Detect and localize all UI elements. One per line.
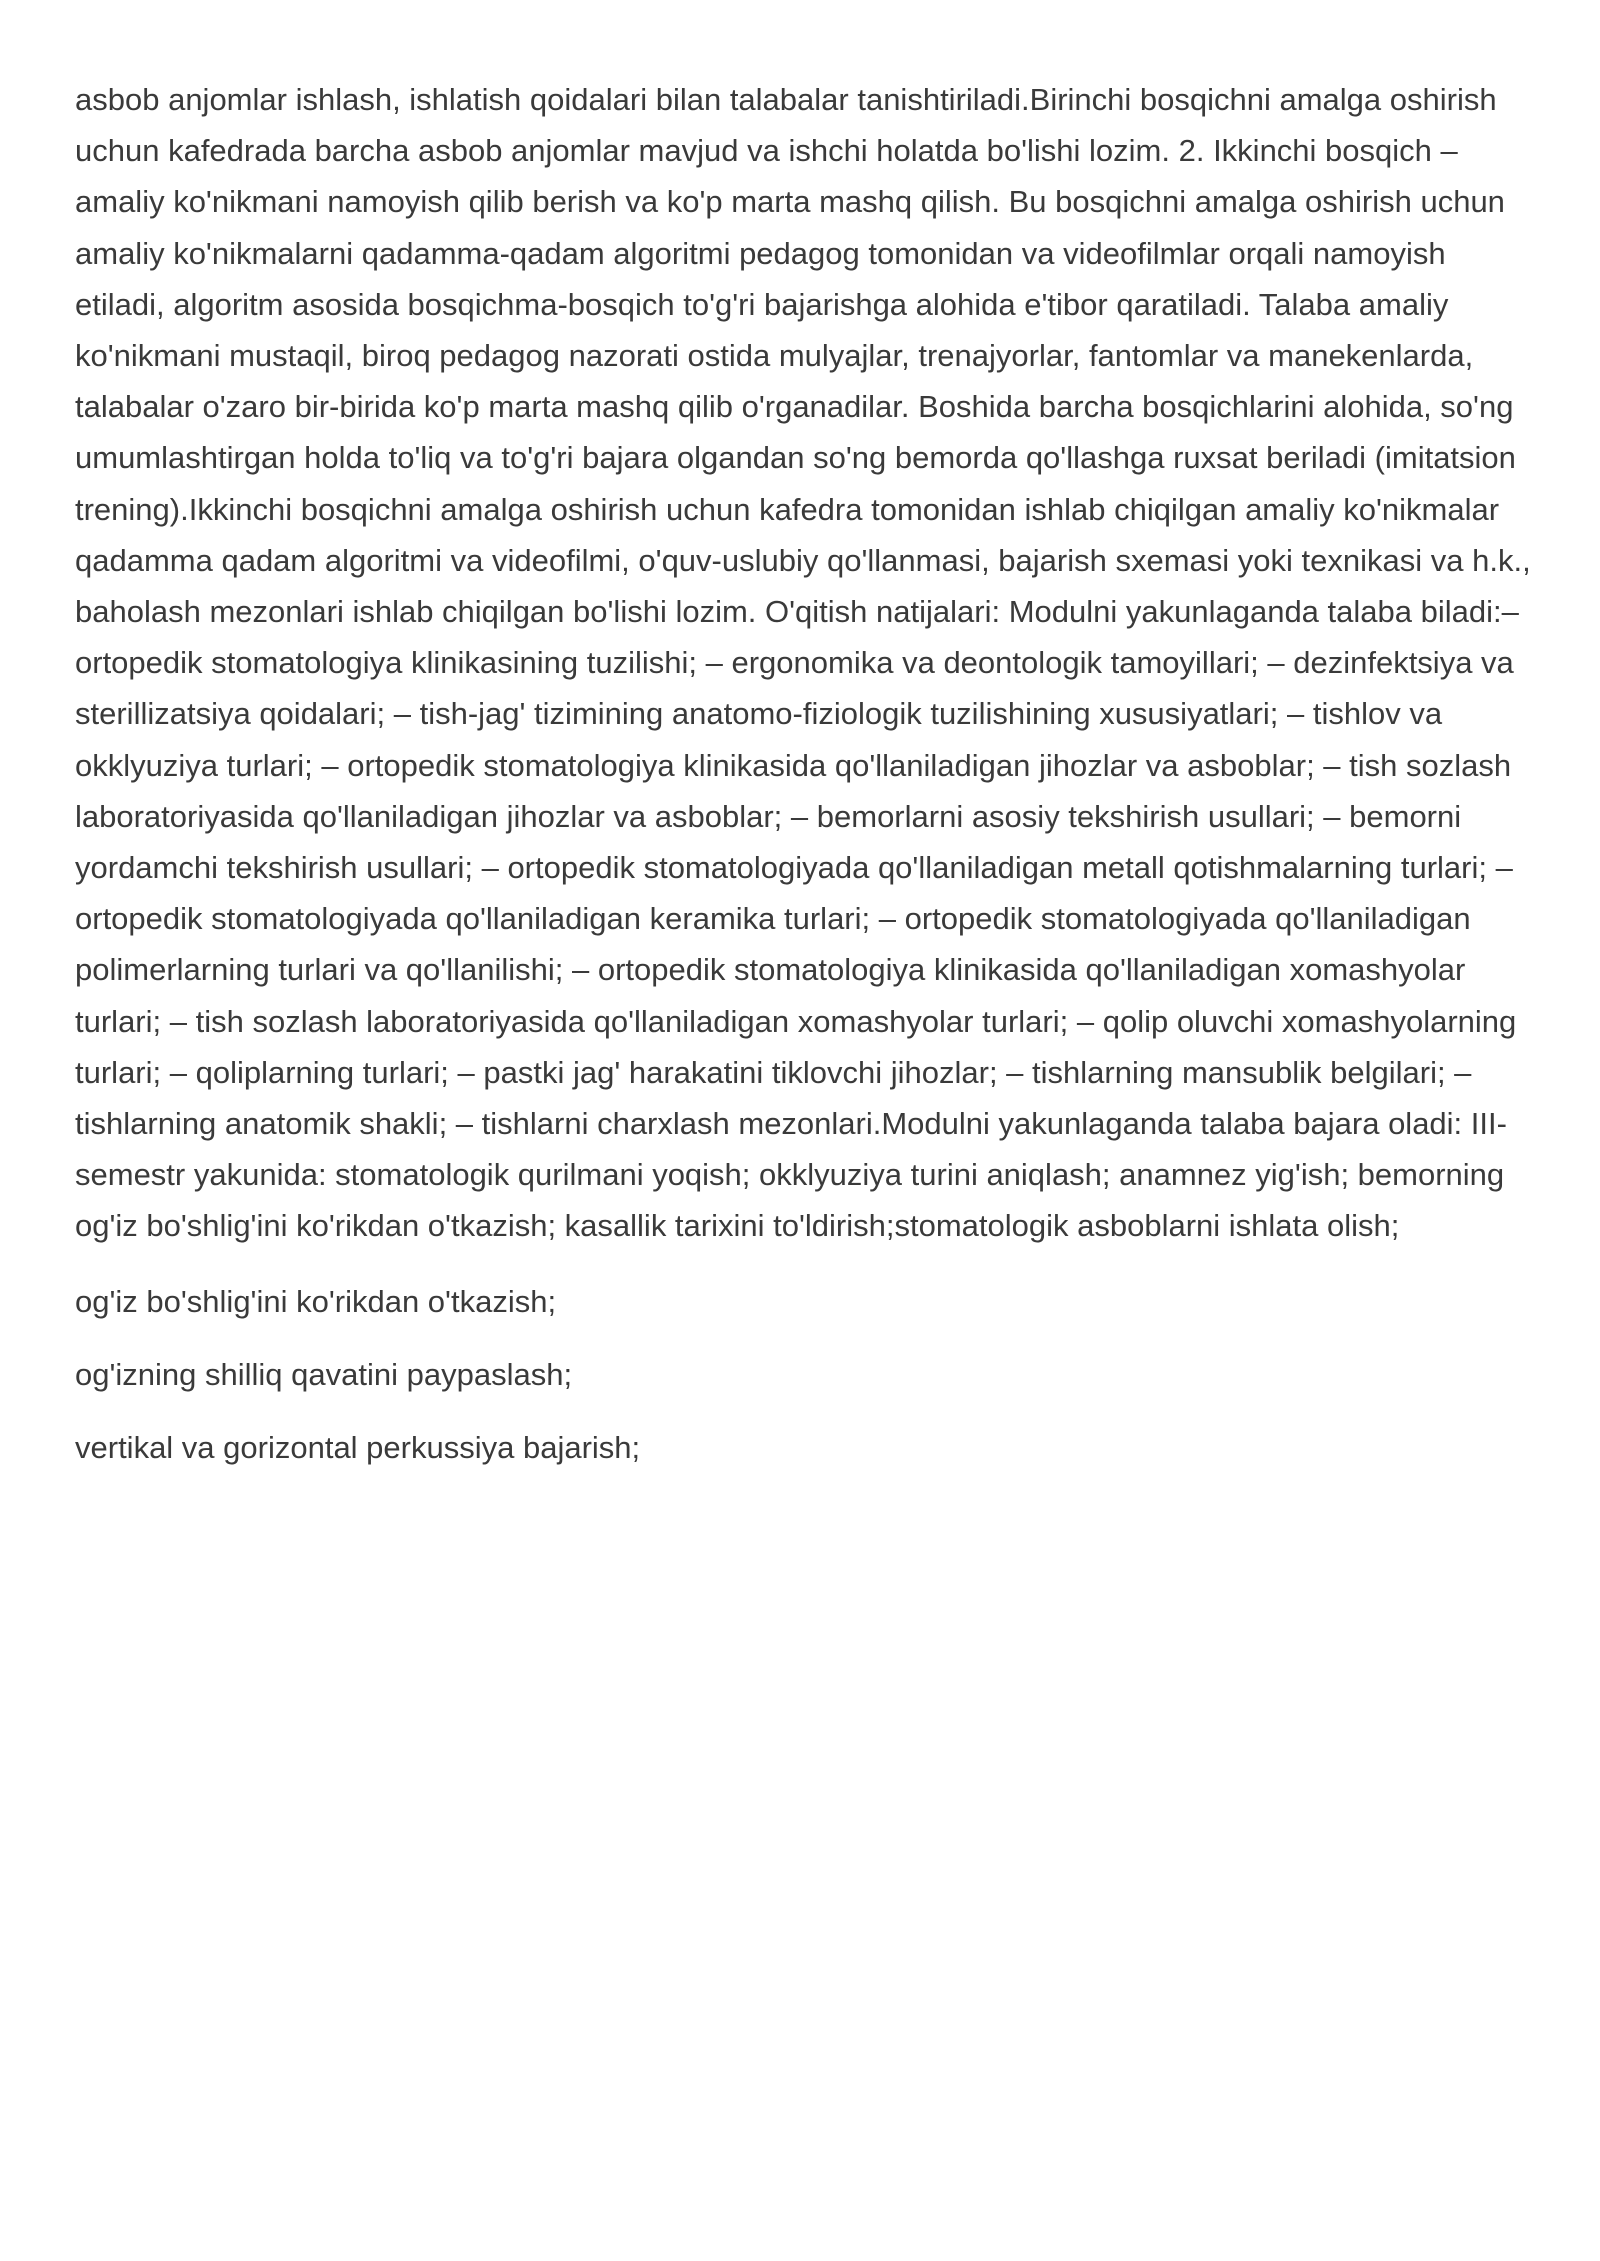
list-item: og'izning shilliq qavatini paypaslash; <box>75 1356 573 1392</box>
list-item: og'iz bo'shlig'ini ko'rikdan o'tkazish; <box>75 1283 557 1319</box>
body-paragraph: asbob anjomlar ishlash, ishlatish qoidalari bilan talabalar tanishtiriladi.Birinchi bosqichni amalga oshirish uchun kafedrada barcha asbob anjomlar mavjud va ishchi holatda bo'lishi lozim. 2. Ikkinchi bosqich – amaliy ko'nikmani namoyish qilib berish va ko'p marta mashq qilish. Bu bosqichni amalga oshirish uchun amaliy ko'nikmalarni qadamma-qadam algoritmi pedagog tomonidan va videofilmlar orqali namoyish etiladi, algoritm asosida bosqichma-bosqich to'g'ri bajarishga alohida e'tibor qaratiladi. Talaba amaliy ko'nikmani mustaqil, biroq pedagog nazorati ostida mulyajlar, trenajyorlar, fantomlar va manekenlarda, talabalar o'zaro bir-birida ko'p marta mashq qilib o'rganadilar. Boshida barcha bosqichlarini alohida, so'ng umumlashtirgan holda to'liq va to'g'ri bajara olgandan so'ng bemorda qo'llashga ruxsat beriladi (imitatsion trening).Ikkinchi bosqichni amalga oshirish uchun kafedra tomonidan ishlab chiqilgan amaliy ko'nikmalar qadamma qadam algoritmi va videofilmi, o'quv-uslubiy qo'llanmasi, bajarish sxemasi yoki texnikasi va h.k., baholash mezonlari ishlab chiqilgan bo'lishi lozim. O'qitish natijalari: Modulni yakunlaganda talaba biladi:– ortopedik stomatologiya klinikasining tuzilishi; – ergonomika va deontologik tamoyillari; – dezinfektsiya va sterillizatsiya qoidalari; – tish-jag' tizimining anatomo-fiziologik tuzilishining xususiyatlari; – tishlov va okklyuziya turlari; – ortopedik stomatologiya klinikasida qo'llaniladigan jihozlar va asboblar; – tish sozlash laboratoriyasida qo'llaniladigan jihozlar va asboblar; – bemorlarni asosiy tekshirish usullari; – bemorni yordamchi tekshirish usullari; – ortopedik stomatologiyada qo'llaniladigan metall qotishmalarning turlari; – ortopedik stomatologiyada qo'llaniladigan keramika turlari; – ortopedik stomatologiyada qo'llaniladigan polimerlarning turlari va qo'llanilishi; – ortopedik stomatologiya klinikasida qo'llaniladigan xomashyolar turlari; – tish sozlash laboratoriyasida qo'llaniladigan xomashyolar turlari; – qolip oluvchi xomashyolarning turlari; – qoliplarning turlari; – pastki jag' harakatini tiklovchi jihozlar; – tishlarning mansublik belgilari; – tishlarning anatomik shakli; – tishlarni charxlash mezonlari.Modulni yakunlaganda talaba bajara oladi: III-semestr yakunida: stomatologik qurilmani yoqish; okklyuziya turini aniqlash; anamnez yig'ish; bemorning og'iz bo'shlig'ini ko'rikdan o'tkazish; kasallik tarixini to'ldirish;stomatologik asboblarni ishlata olish; <box>75 82 1531 1244</box>
list-item: vertikal va gorizontal perkussiya bajarish; <box>75 1430 641 1466</box>
document-page <box>75 74 1535 1473</box>
